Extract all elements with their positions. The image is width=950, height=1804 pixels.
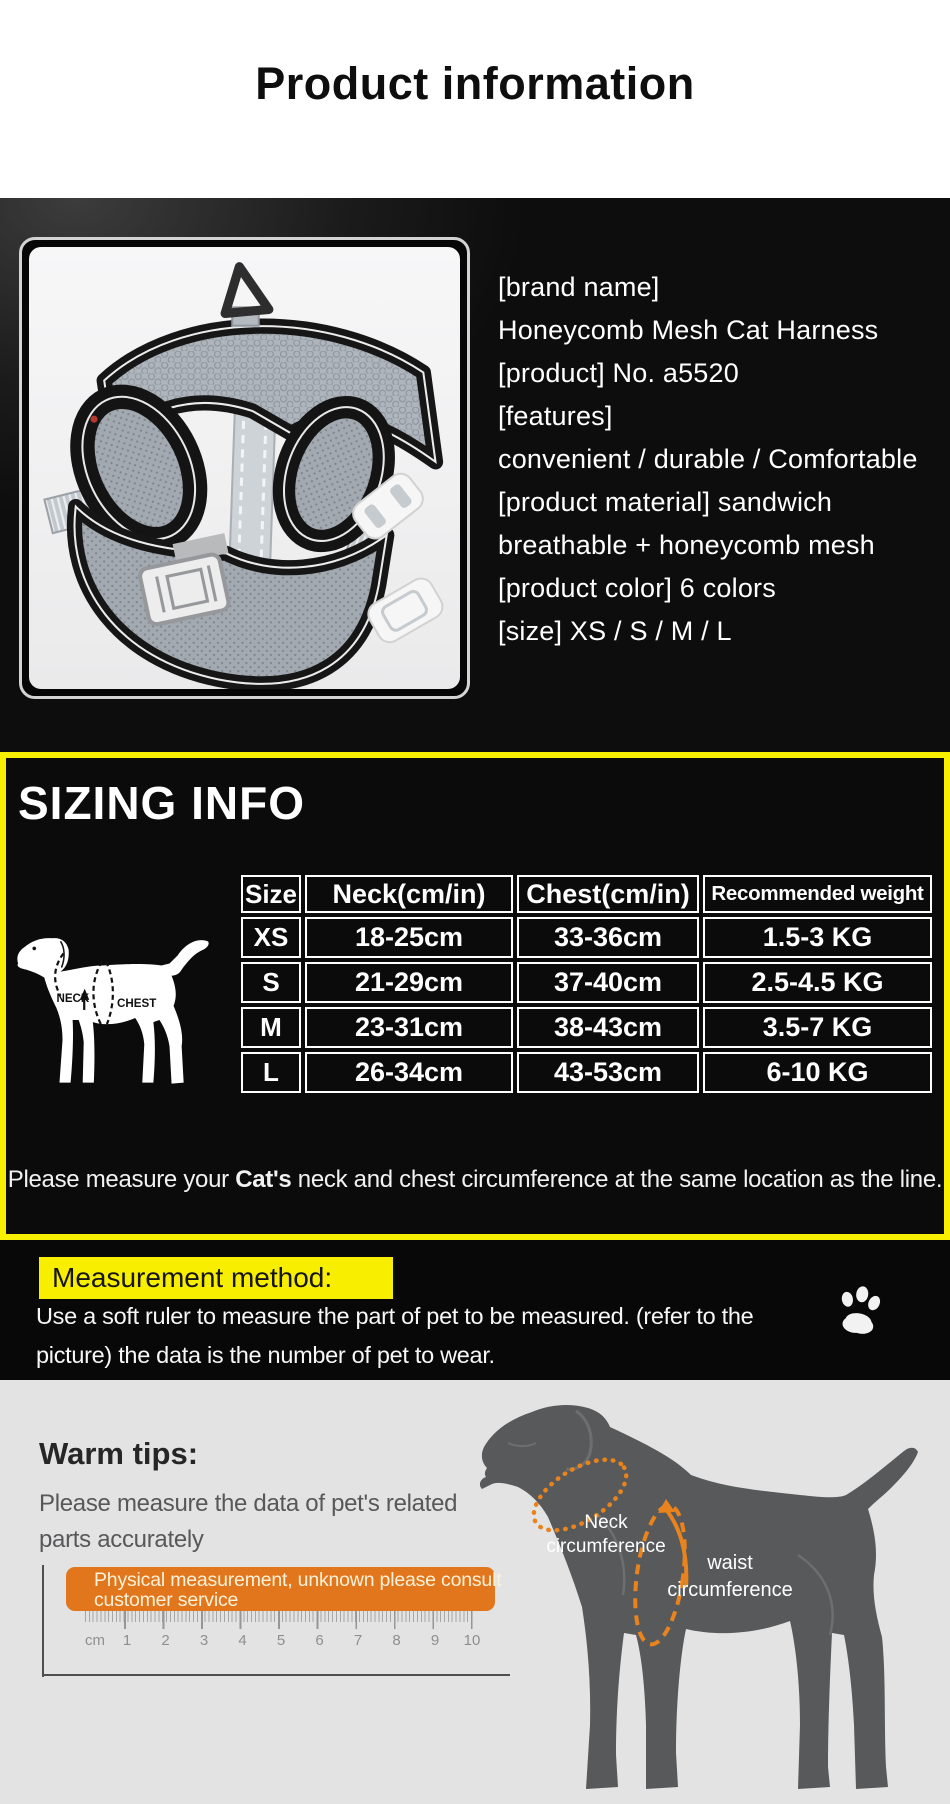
warm-tips-line: Please measure the data of pet's related xyxy=(39,1490,458,1517)
notice-banner xyxy=(66,1567,502,1611)
product-spec-line: Honeycomb Mesh Cat Harness xyxy=(498,315,879,345)
measurement-method-body xyxy=(36,1297,753,1375)
warm-tips-heading: Warm tips: xyxy=(39,1436,199,1471)
ruler-number: 7 xyxy=(353,1632,363,1649)
product-spec-line: [features] xyxy=(498,401,613,431)
harness-illustration xyxy=(29,247,460,689)
product-section xyxy=(0,198,950,752)
ruler-number: 2 xyxy=(161,1632,170,1649)
warm-tips-body xyxy=(39,1486,457,1558)
product-spec-line: [brand name] xyxy=(498,272,660,302)
measurement-method-section xyxy=(0,1240,950,1380)
col-header-chest: Chest(cm/in) xyxy=(517,875,699,913)
ruler-number: 1 xyxy=(122,1632,132,1649)
paw-icon xyxy=(833,1284,885,1336)
notice-line: customer service xyxy=(94,1589,239,1611)
col-header-size: Size xyxy=(241,875,301,913)
chest-diagram-label: CHEST xyxy=(117,996,157,1010)
cell-neck: 21-29cm xyxy=(305,962,513,1003)
measurement-line: picture) the data is the number of pet to wear. xyxy=(36,1342,495,1368)
size-chart-header-row xyxy=(241,875,932,913)
ruler-number: 6 xyxy=(315,1632,324,1649)
waist-circumference-label: waist circumference xyxy=(667,1552,793,1601)
sizing-note xyxy=(6,1166,944,1194)
ruler-number: 8 xyxy=(392,1632,401,1649)
cell-weight: 1.5-3 KG xyxy=(703,917,932,958)
cell-weight: 2.5-4.5 KG xyxy=(703,962,932,1003)
page-title: Product information xyxy=(255,58,695,109)
cell-chest: 38-43cm xyxy=(517,1007,699,1048)
measurement-method-heading: Measurement method: xyxy=(39,1257,393,1299)
neck-diagram-label: NECK xyxy=(56,991,90,1005)
cell-size: M xyxy=(241,1007,301,1048)
cell-chest: 33-36cm xyxy=(517,917,699,958)
product-spec-line: breathable + honeycomb mesh xyxy=(498,530,875,560)
ruler-number: 5 xyxy=(276,1632,286,1649)
dog-measurement-diagram xyxy=(8,933,220,1095)
measurement-line: Use a soft ruler to measure the part of pet to be measured. (refer to the xyxy=(36,1303,754,1329)
warm-tips-section xyxy=(0,1380,950,1804)
ruler-major-ticks xyxy=(124,1611,474,1629)
col-header-neck: Neck(cm/in) xyxy=(305,875,513,913)
warm-tips-line: parts accurately xyxy=(39,1526,204,1553)
title-section xyxy=(0,0,950,198)
size-chart-table xyxy=(237,871,936,1097)
product-spec-lines xyxy=(498,266,943,653)
col-header-weight: Recommended weight xyxy=(703,875,932,913)
table-row xyxy=(241,1052,932,1093)
ruler-number: 4 xyxy=(238,1632,247,1649)
cell-size: S xyxy=(241,962,301,1003)
cell-neck: 23-31cm xyxy=(305,1007,513,1048)
product-spec-line: convenient / durable / Comfortable xyxy=(498,444,918,474)
sizing-note-prefix: Please measure your xyxy=(7,1166,236,1193)
ruler-axis-vertical xyxy=(42,1565,44,1677)
cell-neck: 18-25cm xyxy=(305,917,513,958)
product-spec-line: [product] No. a5520 xyxy=(498,358,739,388)
ruler-number: 3 xyxy=(199,1632,209,1649)
product-spec-line: [product color] 6 colors xyxy=(498,573,776,603)
cell-neck: 26-34cm xyxy=(305,1052,513,1093)
ruler-number: 9 xyxy=(430,1632,440,1649)
ruler-labels xyxy=(0,1632,520,1652)
cell-size: L xyxy=(241,1052,301,1093)
sizing-note-species: Cat's xyxy=(235,1166,292,1193)
product-spec-line: [size] XS / S / M / L xyxy=(498,616,732,646)
ruler-axis-horizontal xyxy=(42,1674,510,1676)
sizing-title: SIZING INFO xyxy=(18,777,305,829)
neck-circumference-label: Neck circumference xyxy=(546,1512,666,1557)
sizing-note-suffix: neck and chest circumference at the same location as the line. xyxy=(291,1166,943,1193)
product-spec-line: [product material] sandwich xyxy=(498,487,833,517)
product-photo-card xyxy=(29,247,460,689)
product-photo-frame xyxy=(19,237,470,699)
notice-line: Physical measurement, unknown please consult xyxy=(94,1569,502,1591)
cell-weight: 6-10 KG xyxy=(703,1052,932,1093)
table-row xyxy=(241,962,932,1003)
sizing-panel xyxy=(0,752,950,1240)
cell-chest: 43-53cm xyxy=(517,1052,699,1093)
ruler-unit-label: cm xyxy=(85,1632,105,1649)
cell-size: XS xyxy=(241,917,301,958)
cell-chest: 37-40cm xyxy=(517,962,699,1003)
table-row xyxy=(241,1007,932,1048)
table-row xyxy=(241,917,932,958)
cell-weight: 3.5-7 KG xyxy=(703,1007,932,1048)
ruler-number: 10 xyxy=(463,1632,481,1649)
